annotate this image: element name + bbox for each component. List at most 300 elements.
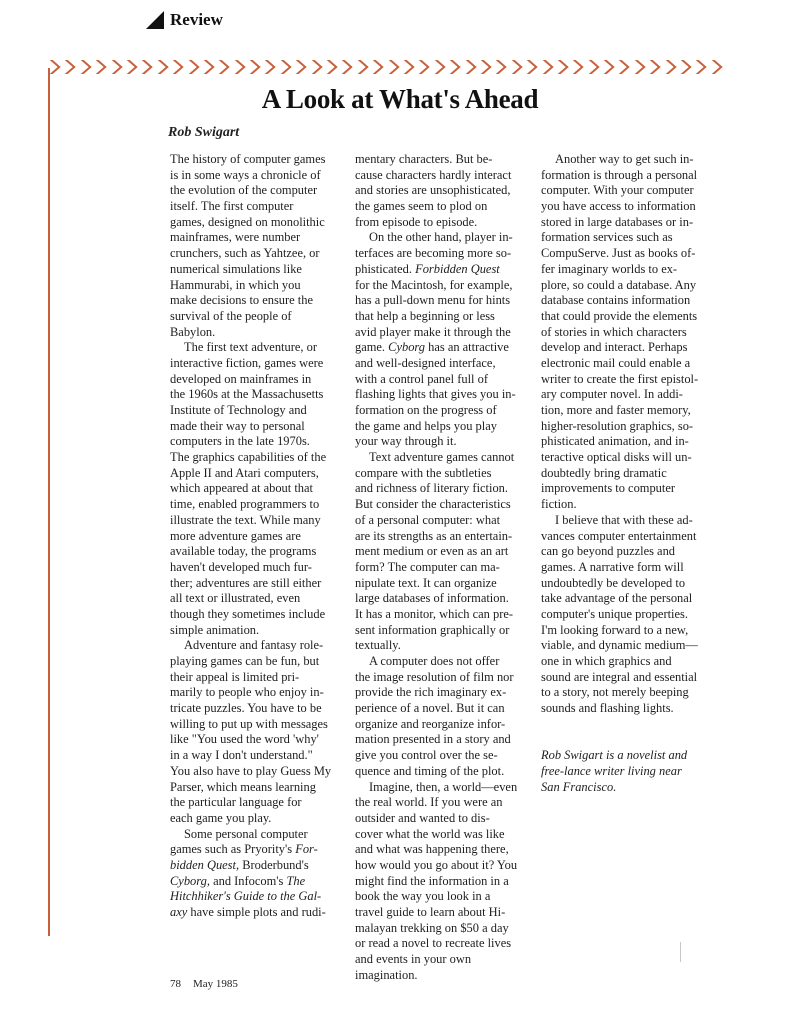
author-byline: Rob Swigart (168, 125, 240, 140)
line-text: to a story, not merely beeping (541, 685, 689, 700)
text-line (355, 246, 537, 262)
text-line (355, 576, 537, 592)
text-line (355, 529, 537, 545)
line-text: computer. With your computer (541, 183, 694, 198)
line-text: might find the information in a (355, 873, 509, 888)
chevron-icon (124, 58, 139, 76)
chevron-icon (493, 58, 508, 76)
text-line (541, 529, 723, 545)
line-text: haven't developed much fur- (170, 559, 312, 574)
text-line (355, 387, 537, 403)
text-line (355, 701, 537, 717)
text-line (170, 748, 352, 764)
line-text: formation on the progress of (355, 403, 497, 417)
line-text: improvements to computer (541, 481, 676, 496)
line-text: flashing lights that gives you in- (355, 387, 516, 402)
line-text: available today, the programs (170, 544, 317, 559)
line-text: ther; adventures are still either (170, 575, 322, 590)
chevron-icon (432, 58, 447, 76)
text-line (355, 168, 537, 184)
text-line (170, 607, 352, 623)
column-3 (541, 152, 723, 795)
text-line (541, 199, 723, 215)
line-text: playing games can be fun, but (170, 654, 320, 668)
text-line (355, 936, 537, 952)
line-text: in a way I don't understand." (170, 748, 313, 763)
text-line (170, 466, 352, 482)
text-line (170, 497, 352, 513)
text-line (355, 968, 537, 984)
text-line (355, 591, 537, 607)
line-text: that could provide the elements (541, 308, 698, 323)
line-text: tricate puzzles. You have to be (170, 701, 322, 716)
right-margin-mark (680, 942, 681, 962)
text-line (170, 340, 352, 356)
line-text: organize and reorganize infor- (355, 716, 506, 731)
text-line (541, 701, 723, 717)
text-line (355, 607, 537, 623)
text-line (541, 497, 723, 513)
text-line (170, 372, 352, 388)
line-text: You also have to play Guess My (170, 763, 332, 778)
line-text: nipulate text. It can organize (355, 575, 497, 590)
chevron-icon (293, 58, 308, 76)
chevron-icon (155, 58, 170, 76)
italic-text: Cyborg (388, 340, 426, 355)
italic-text: San Francisco. (541, 779, 617, 794)
line-text: made their way to personal (170, 418, 305, 433)
line-text: the image resolution of film nor (355, 669, 514, 684)
line-text: textually. (355, 638, 401, 653)
text-line (355, 654, 537, 670)
line-text: or read a novel to recreate lives (355, 936, 512, 951)
text-line (355, 623, 537, 639)
line-text: Babylon. (170, 324, 216, 339)
text-line (170, 685, 352, 701)
line-text: sounds and flashing lights. (541, 701, 674, 716)
text-line (170, 576, 352, 592)
chevron-icon (663, 58, 678, 76)
column-2 (355, 152, 537, 983)
text-line (541, 450, 723, 466)
text-line (355, 670, 537, 686)
text-line (355, 183, 537, 199)
line-text: Adventure and fantasy role- (184, 638, 324, 653)
column-1 (170, 152, 352, 921)
line-text: the games seem to plod on (355, 199, 488, 214)
triangle-icon (146, 11, 164, 29)
text-line (355, 309, 537, 325)
line-text: Imagine, then, a world—even (369, 779, 518, 794)
line-text: writer to create the first epistol- (541, 371, 699, 386)
text-line (541, 183, 723, 199)
line-text: tion, more and faster memory, (541, 403, 691, 417)
text-line (170, 811, 352, 827)
chevron-icon (678, 58, 693, 76)
line-text: electronic mail could enable a (541, 355, 691, 370)
text-line (541, 591, 723, 607)
line-text: quence and timing of the plot. (355, 763, 505, 778)
line-text: ary computer novel. In addi- (541, 387, 683, 402)
text-line (170, 732, 352, 748)
line-text: which appeared at about that (170, 481, 313, 496)
text-line (170, 858, 352, 874)
text-line (170, 874, 352, 890)
line-text: and Infocom's (209, 873, 287, 888)
text-line (355, 638, 537, 654)
text-line (355, 717, 537, 733)
line-text: developed on mainframes in (170, 371, 312, 386)
text-line (541, 576, 723, 592)
text-line (541, 638, 723, 654)
line-text: large databases of information. (355, 591, 509, 606)
text-line (541, 748, 723, 764)
line-text: and well-designed interface, (355, 355, 496, 370)
line-text: doubtedly bring dramatic (541, 465, 667, 480)
issue-date: May 1985 (193, 978, 238, 990)
text-line (170, 356, 352, 372)
chevron-icon (463, 58, 478, 76)
chevron-icon (370, 58, 385, 76)
italic-text: Forbidden Quest (415, 261, 500, 276)
italic-text: Rob Swigart is a novelist and (541, 748, 688, 763)
italic-text: axy (170, 905, 188, 919)
text-line (170, 152, 352, 168)
text-line (170, 544, 352, 560)
line-text: The history of computer games (170, 152, 326, 166)
text-line (355, 921, 537, 937)
line-text: the game and helps you play (355, 418, 497, 433)
line-text: though they sometimes include (170, 606, 326, 621)
text-line (355, 356, 537, 372)
chevron-icon (262, 58, 277, 76)
chevron-icon (232, 58, 247, 76)
italic-text: free-lance writer living near (541, 763, 682, 778)
line-text: and what was happening there, (355, 842, 509, 857)
text-line (170, 309, 352, 325)
chevron-icon (109, 58, 124, 76)
line-text: travel guide to learn about Hi- (355, 905, 506, 919)
line-text: form? The computer can ma- (355, 559, 500, 574)
line-text: Another way to get such in- (555, 152, 694, 166)
text-line (170, 529, 352, 545)
line-text: games such as Pryority's (170, 842, 296, 857)
line-text: But consider the characteristics (355, 497, 511, 512)
line-text: sound are integral and essential (541, 669, 698, 684)
line-text: mation presented in a story and (355, 732, 511, 747)
line-text: of a personal computer: what (355, 512, 501, 527)
line-text: undoubtedly be developed to (541, 575, 686, 590)
text-line (355, 513, 537, 529)
line-text: terfaces are becoming more so- (355, 246, 512, 261)
text-line (355, 278, 537, 294)
line-text: avid player make it through the (355, 324, 511, 339)
text-line (541, 513, 723, 529)
text-line (170, 764, 352, 780)
chevron-icon (216, 58, 231, 76)
text-line (170, 419, 352, 435)
italic-text: Cyborg, (170, 873, 210, 888)
text-line (541, 434, 723, 450)
text-line (355, 811, 537, 827)
chevron-icon (324, 58, 339, 76)
chevron-icon (78, 58, 93, 76)
line-text: of stories in which characters (541, 324, 687, 339)
chevron-icon (139, 58, 154, 76)
text-line (170, 780, 352, 796)
line-text: fiction. (541, 497, 577, 512)
text-line (541, 372, 723, 388)
line-text: from episode to episode. (355, 214, 478, 229)
line-text: games. A narrative form will (541, 559, 684, 574)
line-text: On the other hand, player in- (369, 230, 513, 245)
line-text: Parser, which means learning (170, 779, 316, 794)
line-text: more adventure games are (170, 528, 301, 543)
line-text: has a pull-down menu for hints (355, 293, 511, 308)
line-text: all text or illustrated, even (170, 591, 301, 606)
line-text: give you control over the se- (355, 748, 498, 763)
text-line (170, 262, 352, 278)
text-line (541, 230, 723, 246)
text-line (541, 670, 723, 686)
text-line (541, 419, 723, 435)
text-line (355, 858, 537, 874)
line-text: make decisions to ensure the (170, 293, 313, 308)
text-line (355, 795, 537, 811)
line-text: phisticated animation, and in- (541, 434, 689, 449)
line-text: formation is through a personal (541, 167, 698, 182)
text-line (541, 246, 723, 262)
line-text: each game you play. (170, 810, 272, 825)
text-line (170, 450, 352, 466)
line-text: simple animation. (170, 622, 260, 637)
line-text: Institute of Technology and (170, 403, 307, 417)
text-line (170, 278, 352, 294)
text-line (355, 230, 537, 246)
text-line (541, 654, 723, 670)
text-line (355, 372, 537, 388)
chevron-icon (247, 58, 262, 76)
text-line (355, 199, 537, 215)
chevron-icon (555, 58, 570, 76)
line-text: Broderbund's (239, 857, 309, 872)
line-text: vances computer entertainment (541, 528, 697, 543)
text-line (541, 403, 723, 419)
text-line (355, 732, 537, 748)
chevron-border (47, 54, 727, 80)
page-footer (170, 978, 238, 990)
text-line (170, 889, 352, 905)
line-text: the evolution of the computer (170, 183, 318, 198)
text-line (541, 262, 723, 278)
text-line (541, 780, 723, 796)
text-line (170, 701, 352, 717)
line-text: mainframes, were number (170, 230, 301, 245)
text-line (170, 842, 352, 858)
text-line (355, 215, 537, 231)
chevron-icon (201, 58, 216, 76)
text-line (170, 403, 352, 419)
text-line (355, 905, 537, 921)
line-text: I believe that with these ad- (555, 512, 693, 527)
chevron-icon (401, 58, 416, 76)
line-text: games, designed on monolithic (170, 214, 325, 229)
line-text: imagination. (355, 967, 418, 982)
line-text: computer's unique properties. (541, 606, 688, 621)
text-line (170, 434, 352, 450)
line-text: and stories are unsophisticated, (355, 183, 511, 198)
text-line (355, 952, 537, 968)
chevron-icon (616, 58, 631, 76)
line-text: teractive optical disks will un- (541, 450, 692, 465)
text-line (170, 795, 352, 811)
text-line (355, 466, 537, 482)
text-line (170, 183, 352, 199)
text-line (170, 230, 352, 246)
line-text: It has a monitor, which can pre- (355, 606, 514, 621)
text-line (541, 325, 723, 341)
text-line (170, 387, 352, 403)
article-title: A Look at What's Ahead (261, 84, 539, 114)
text-line (355, 419, 537, 435)
chevron-icon (186, 58, 201, 76)
text-line (355, 780, 537, 796)
line-text: can go beyond puzzles and (541, 544, 676, 559)
line-text: develop and interact. Perhaps (541, 340, 688, 355)
text-line (541, 764, 723, 780)
text-line (170, 670, 352, 686)
text-line (355, 889, 537, 905)
text-line (541, 623, 723, 639)
text-line (170, 591, 352, 607)
line-text: your way through it. (355, 434, 457, 449)
line-text: database contains information (541, 293, 691, 308)
text-line (170, 199, 352, 215)
text-line (170, 325, 352, 341)
line-text: provide the rich imaginary ex- (355, 685, 507, 700)
text-line (355, 434, 537, 450)
line-text: outsider and wanted to dis- (355, 810, 490, 825)
text-line (541, 309, 723, 325)
text-line (355, 293, 537, 309)
text-line (170, 215, 352, 231)
text-line (355, 560, 537, 576)
chevron-icon (355, 58, 370, 76)
line-text: sent information graphically or (355, 622, 510, 637)
text-line (355, 842, 537, 858)
line-text: itself. The first computer (170, 199, 294, 214)
line-text: stored in large databases or in- (541, 214, 694, 229)
text-line (355, 403, 537, 419)
text-line (170, 168, 352, 184)
line-text: I'm looking forward to a new, (541, 622, 689, 637)
text-line (355, 544, 537, 560)
line-text: the particular language for (170, 795, 302, 810)
line-text: Some personal computer (184, 826, 308, 841)
line-text: cause characters hardly interact (355, 167, 512, 182)
chevron-icon (170, 58, 185, 76)
line-text: their appeal is limited pri- (170, 669, 300, 684)
line-text: Text adventure games cannot (369, 450, 515, 465)
text-line (355, 325, 537, 341)
line-text: and richness of literary fiction. (355, 481, 508, 496)
line-text: plore, so could a database. Any (541, 277, 697, 292)
left-margin-rule (48, 68, 50, 936)
chevron-icon (570, 58, 585, 76)
text-line (170, 623, 352, 639)
chevron-icon (601, 58, 616, 76)
text-line (541, 481, 723, 497)
text-line (541, 544, 723, 560)
line-text: are its strengths as an entertain- (355, 528, 513, 543)
paragraph-gap (541, 717, 723, 748)
line-text: malayan trekking on $50 a day (355, 920, 509, 935)
text-line (355, 827, 537, 843)
line-text: how would you go about it? You (355, 857, 518, 872)
line-text: phisticated. (355, 261, 416, 276)
line-text: marily to people who enjoy in- (170, 685, 324, 700)
text-line (170, 827, 352, 843)
chevron-icon (478, 58, 493, 76)
italic-text: bidden Quest, (170, 857, 240, 872)
line-text: for the Macintosh, for example, (355, 277, 513, 292)
text-line (355, 497, 537, 513)
text-line (170, 560, 352, 576)
chevron-icon (509, 58, 524, 76)
text-line (170, 654, 352, 670)
line-text: A computer does not offer (369, 654, 500, 668)
text-line (170, 717, 352, 733)
line-text: interactive fiction, games were (170, 355, 324, 370)
chevron-icon (447, 58, 462, 76)
chevron-icon (693, 58, 708, 76)
text-line (355, 152, 537, 168)
line-text: take advantage of the personal (541, 591, 693, 606)
chevron-icon (540, 58, 555, 76)
text-line (170, 905, 352, 921)
chevron-icon (524, 58, 539, 76)
line-text: one in which graphics and (541, 654, 672, 668)
line-text: Hammurabi, in which you (170, 277, 301, 292)
text-line (355, 764, 537, 780)
text-line (170, 293, 352, 309)
chevron-icon (278, 58, 293, 76)
line-text: The first text adventure, or (184, 340, 317, 355)
text-line (541, 685, 723, 701)
text-line (541, 340, 723, 356)
text-line (355, 481, 537, 497)
text-line (170, 638, 352, 654)
line-text: willing to put up with messages (170, 716, 328, 731)
chevron-icon (709, 58, 724, 76)
text-line (355, 748, 537, 764)
chevron-icon (386, 58, 401, 76)
line-text: time, enabled programmers to (170, 497, 320, 512)
chevron-icon (647, 58, 662, 76)
line-text: crunchers, such as Yahtzee, or (170, 246, 320, 261)
chevron-icon (309, 58, 324, 76)
section-label: Review (170, 10, 223, 29)
chevron-icon (416, 58, 431, 76)
line-text: CompuServe. Just as books of- (541, 246, 696, 261)
text-line (541, 215, 723, 231)
line-text: you have access to information (541, 199, 696, 214)
chevron-icon (93, 58, 108, 76)
line-text: with a control panel full of (355, 371, 488, 386)
italic-text: Hitchhiker's Guide to the Gal- (170, 889, 322, 904)
line-text: and events in your own (355, 952, 472, 967)
text-line (541, 278, 723, 294)
